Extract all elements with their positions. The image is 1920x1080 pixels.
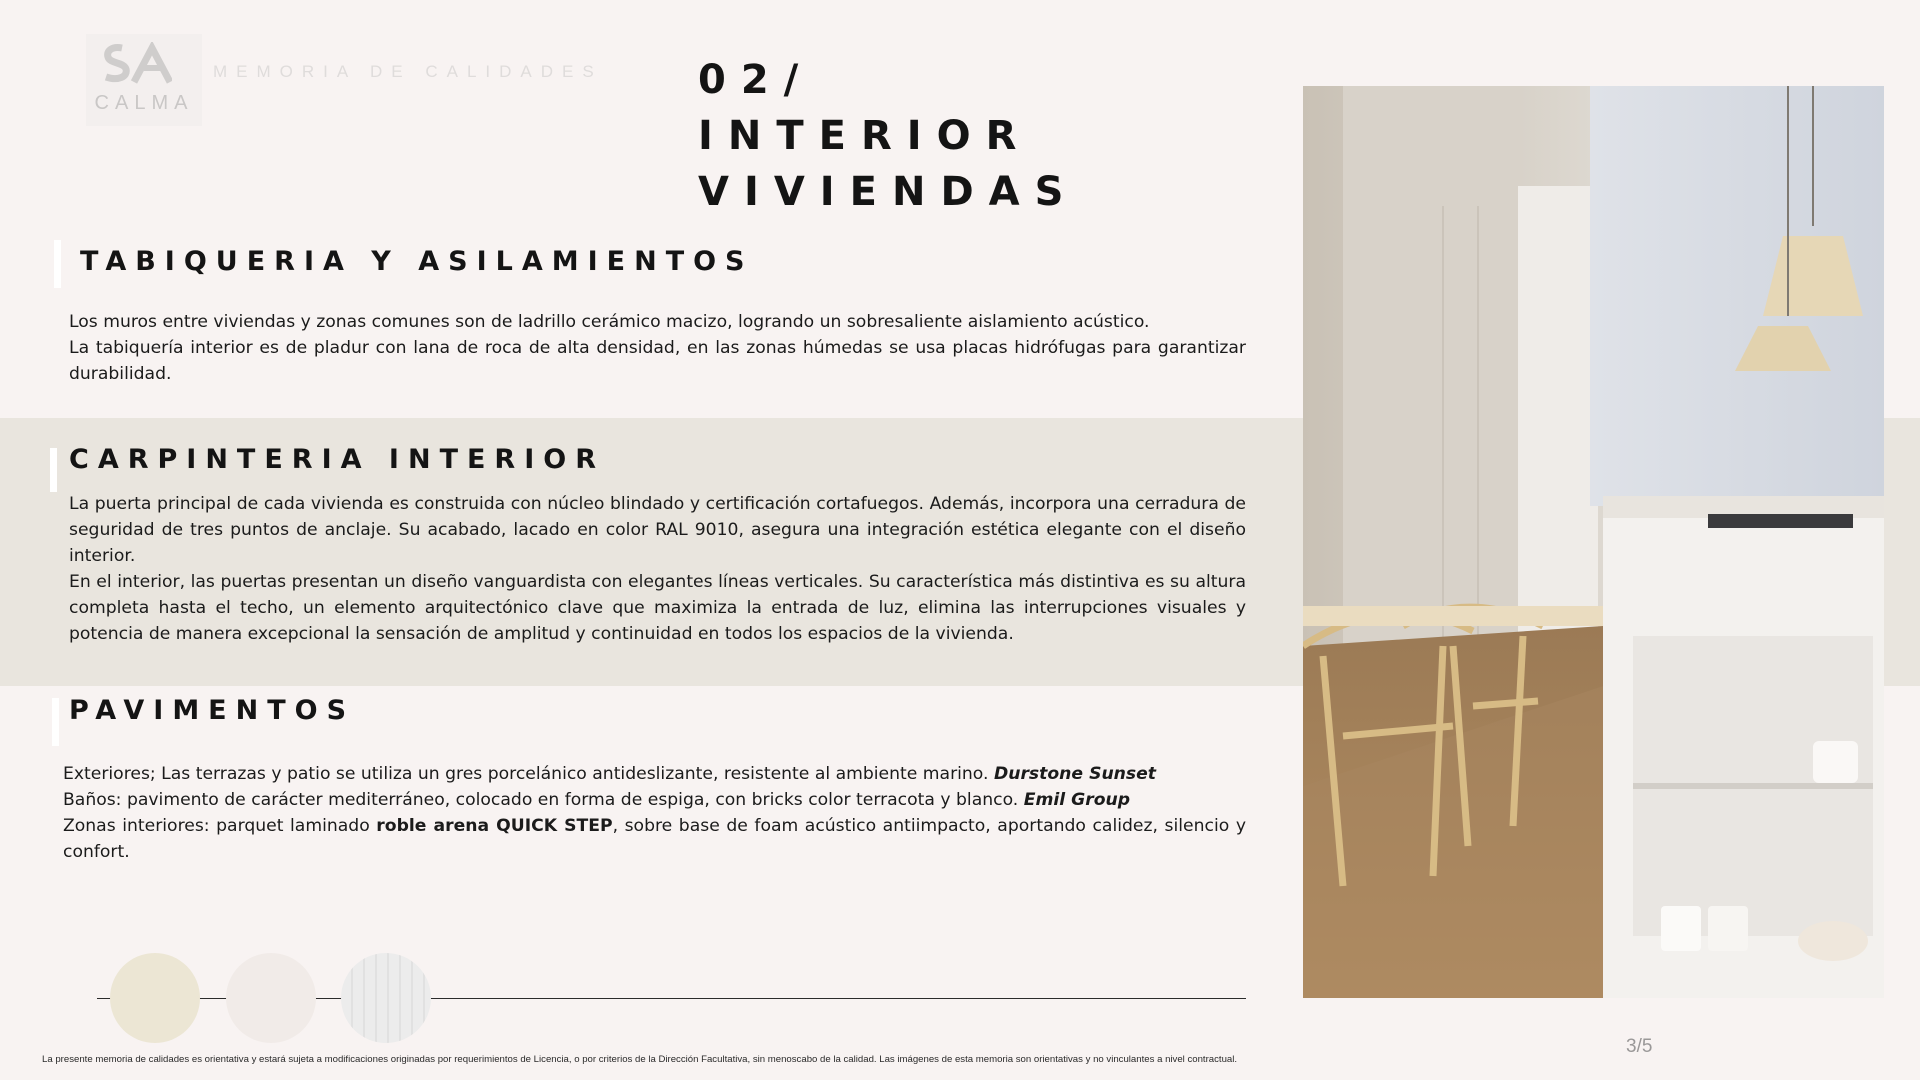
swatch-white-stone	[226, 953, 316, 1043]
logo-wordmark: CALMA	[94, 92, 194, 114]
paragraph: Exteriores; Las terrazas y patio se utiliza un gres porcelánico antideslizante, resistente al ambiente marino. Durstone Sunset	[63, 764, 1157, 784]
swatch-white-panel	[341, 953, 431, 1043]
paragraph: Los muros entre viviendas y zonas comunes son de ladrillo cerámico macizo, logrando un sobresaliente aislamiento acústico.	[69, 312, 1150, 332]
paragraph: En el interior, las puertas presentan un diseño vanguardista con elegantes líneas verticales. Su característica más distintiva es su altura completa hasta el techo, un elemento arquitectónico clave que maximiza la entrada de luz, elimina las interrupciones visuales y potencia de manera excepcional la sensación de amplitud y continuidad en todos los espacios de la vivienda.	[69, 572, 1246, 644]
section-marker	[52, 698, 59, 746]
chapter-line-2: VIVIENDAS	[698, 169, 1079, 215]
document-label: MEMORIA DE CALIDADES	[213, 62, 603, 81]
section-title-carpinteria: CARPINTERIA INTERIOR	[69, 444, 606, 475]
product-name: roble arena QUICK STEP	[376, 816, 613, 836]
section-body-pavimentos	[63, 761, 1246, 865]
paragraph: Baños: pavimento de carácter mediterráneo, colocado en forma de espiga, con bricks color terracota y blanco. Emil Group	[63, 790, 1131, 810]
section-body-carpinteria	[69, 491, 1246, 647]
paragraph: Zonas interiores: parquet laminado roble arena QUICK STEP, sobre base de foam acústico antiimpacto, aportando calidez, silencio y confort.	[63, 816, 1246, 862]
section-marker	[50, 448, 57, 492]
section-title-tabiqueria: TABIQUERIA Y ASILAMIENTOS	[80, 246, 754, 277]
brand-logo	[86, 34, 202, 126]
section-marker	[54, 240, 61, 288]
page-number: 3/5	[1626, 1036, 1653, 1057]
section-title-pavimentos: PAVIMENTOS	[69, 695, 356, 726]
paragraph: La tabiquería interior es de pladur con lana de roca de alta densidad, en las zonas húmedas se usa placas hidrófugas para garantizar durabilidad.	[69, 338, 1246, 384]
legal-footnote: La presente memoria de calidades es orientativa y estará sujeta a modificaciones originadas por requerimientos de Licencia, o por criterios de la Dirección Facultativa, sin menoscabo de la calidad. Las imágenes de esta memoria son orientativas y no vinculantes a nivel contractual.	[42, 1054, 1238, 1065]
chapter-number: 02/	[698, 57, 814, 103]
section-body-tabiqueria	[69, 309, 1246, 387]
chapter-line-1: INTERIOR	[698, 113, 1032, 159]
swatch-oak-sand	[110, 953, 200, 1043]
interior-photo	[1303, 86, 1884, 998]
paragraph: La puerta principal de cada vivienda es construida con núcleo blindado y certificación cortafuegos. Además, incorpora una cerradura de seguridad de tres puntos de anclaje. Su acabado, lacado en color RAL 9010, asegura una integración estética elegante con el diseño interior.	[69, 494, 1246, 566]
chapter-title	[698, 52, 1078, 220]
logo-mark-icon	[100, 42, 172, 86]
brand-name: Durstone Sunset	[993, 764, 1157, 784]
brand-name: Emil Group	[1023, 790, 1131, 810]
